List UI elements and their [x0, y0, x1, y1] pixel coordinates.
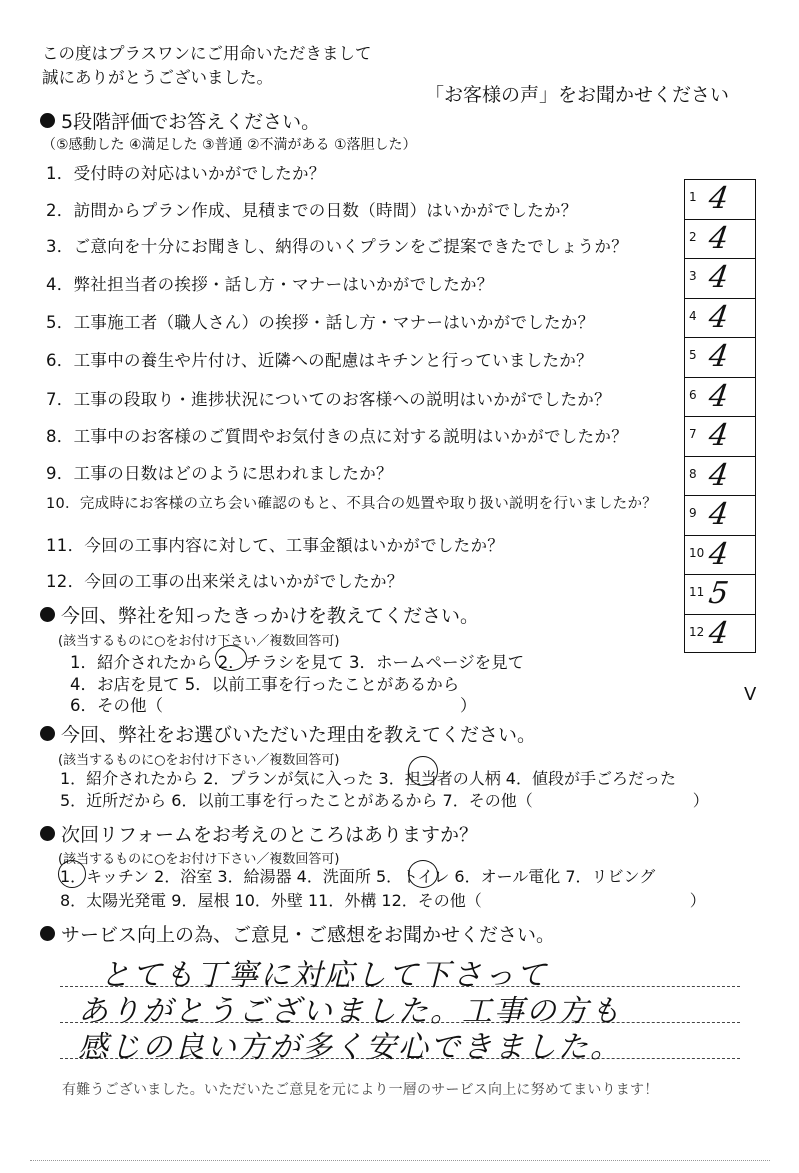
check-mark: V [744, 684, 757, 705]
question-11: 11．今回の工事内容に対して、工事金額はいかがでしたか？ [46, 536, 505, 555]
bullet-icon [40, 926, 55, 941]
section-source-heading-text: 今回、弊社を知ったきっかけを教えてください。 [61, 605, 480, 627]
section-next-line-1: 1．キッチン 2．浴室 3．給湯器 4．洗面所 5．トイレ 6．オール電化 7．リビング [60, 867, 656, 886]
rating-scale: （⑤感動した ④満足した ③普通 ②不満がある ①落胆した） [42, 137, 417, 153]
bullet-icon [40, 113, 55, 128]
question-7: 7．工事の段取り・進捗状況についてのお客様への説明はいかがでしたか？ [46, 390, 611, 409]
question-3: 3．ご意向を十分にお聞きし、納得のいくプランをご提案できたでしょうか？ [46, 237, 628, 256]
section-comment-heading-text: サービス向上の為、ご意見・ご感想をお聞かせください。 [61, 924, 556, 946]
answer-cell-3 [684, 258, 756, 298]
section-reason-line-2: 5．近所だから 6．以前工事を行ったことがあるから 7．その他（ ） [60, 791, 709, 810]
section-source-line-2: 4．お店を見て 5．以前工事を行ったことがあるから [70, 675, 460, 694]
section-next-heading-text: 次回リフォームをお考えのところはありますか？ [61, 824, 479, 846]
answer-number: 4 [689, 308, 697, 323]
answer-number: 2 [689, 229, 697, 244]
answer-cell-7 [684, 416, 756, 456]
answer-number: 6 [689, 387, 697, 402]
answer-cell-5 [684, 337, 756, 377]
question-2: 2．訪問からプラン作成、見積までの日数（時間）はいかがでしたか？ [46, 201, 578, 220]
section-reason-heading [40, 720, 536, 747]
answer-number: 10 [689, 545, 705, 560]
section-source-note: (該当するものに○をお付け下さい／複数回答可) [58, 634, 340, 649]
answer-number: 9 [689, 506, 697, 520]
scan-noise-divider [30, 1160, 770, 1161]
question-9: 9．工事の日数はどのように思われましたか？ [46, 464, 393, 483]
selected-circle-mark [408, 756, 438, 786]
section-comment-heading [40, 920, 555, 947]
answer-grid [684, 179, 756, 653]
selected-circle-mark [58, 860, 86, 888]
rating-heading-text: 5段階評価でお答えください。 [61, 111, 321, 133]
section-source-line-1: 1．紹介されたから 2．チラシを見て 3．ホームページを見て [70, 653, 525, 672]
handwritten-answer: 4 [706, 418, 731, 453]
handwritten-answer: 4 [706, 260, 731, 295]
question-8: 8．工事中のお客様のご質問やお気付きの点に対する説明はいかがでしたか？ [46, 427, 628, 446]
rating-section-heading [40, 107, 320, 134]
answer-cell-11 [684, 574, 756, 614]
section-reason-line-1: 1．紹介されたから 2．プランが気に入った 3．担当者の人柄 4．値段が手ごろだった [60, 769, 676, 788]
handwritten-comment-line-3: 感じの良い方が多く安心できました。 [78, 1030, 622, 1065]
answer-cell-2 [684, 219, 756, 259]
handwritten-answer: 4 [706, 457, 731, 493]
answer-number: 12 [689, 624, 705, 639]
intro-line-1: この度はプラスワンにご用命いただきまして [42, 44, 372, 63]
question-1: 1．受付時の対応はいかがでしたか？ [46, 164, 326, 183]
handwritten-answer: 4 [706, 615, 731, 651]
section-next-line-2: 8．太陽光発電 9．屋根 10．外壁 11．外構 12．その他（ ） [60, 891, 706, 910]
handwritten-answer: 4 [706, 339, 731, 374]
handwritten-answer: 4 [706, 378, 731, 414]
question-12: 12．今回の工事の出来栄えはいかがでしたか？ [46, 572, 404, 591]
bullet-icon [40, 607, 55, 622]
section-reason-heading-text: 今回、弊社をお選びいただいた理由を教えてください。 [61, 724, 537, 746]
page-title: 「お客様の声」をお聞かせください [425, 84, 730, 106]
intro-line-2: 誠にありがとうございました。 [42, 68, 273, 87]
handwritten-answer: 4 [706, 220, 731, 256]
answer-cell-1 [684, 179, 756, 219]
section-next-note: (該当するものに○をお付け下さい／複数回答可) [58, 852, 340, 867]
answer-number: 1 [689, 190, 697, 204]
question-5: 5．工事施工者（職人さん）の挨拶・話し方・マナーはいかがでしたか？ [46, 313, 595, 332]
answer-cell-10 [684, 535, 756, 575]
section-source-heading [40, 601, 479, 628]
handwritten-answer: 4 [706, 181, 731, 216]
answer-number: 7 [689, 427, 697, 441]
handwritten-answer: 5 [706, 576, 731, 611]
answer-number: 3 [689, 269, 697, 283]
bullet-icon [40, 826, 55, 841]
footer-thanks: 有難うございました。いただいたご意見を元により一層のサービス向上に努めてまいります！ [62, 1082, 659, 1098]
section-source-line-3: 6．その他（ ） [70, 696, 477, 715]
selected-circle-mark [408, 860, 438, 888]
answer-number: 11 [689, 585, 705, 599]
handwritten-answer: 4 [706, 497, 731, 532]
handwritten-answer: 4 [706, 299, 731, 335]
question-10: 10．完成時にお客様の立ち会い確認のもと、不具合の処置や取り扱い説明を行いましたか？ [46, 496, 658, 512]
answer-cell-12 [684, 614, 756, 653]
answer-number: 8 [689, 466, 697, 481]
answer-cell-8 [684, 456, 756, 496]
answer-cell-6 [684, 377, 756, 417]
section-reason-note: (該当するものに○をお付け下さい／複数回答可) [58, 753, 340, 768]
answer-number: 5 [689, 348, 697, 362]
section-next-heading [40, 820, 478, 847]
answer-cell-9 [684, 495, 756, 535]
handwritten-answer: 4 [706, 536, 731, 572]
handwritten-comment-line-2: ありがとうございました。工事の方も [78, 994, 622, 1029]
question-4: 4．弊社担当者の挨拶・話し方・マナーはいかがでしたか？ [46, 275, 494, 294]
answer-cell-4 [684, 298, 756, 338]
question-6: 6．工事中の養生や片付け、近隣への配慮はキチンと行っていましたか？ [46, 351, 593, 370]
handwritten-comment-line-1: とても丁寧に対応して下さって [100, 958, 548, 993]
bullet-icon [40, 726, 55, 741]
selected-circle-mark [215, 645, 247, 671]
